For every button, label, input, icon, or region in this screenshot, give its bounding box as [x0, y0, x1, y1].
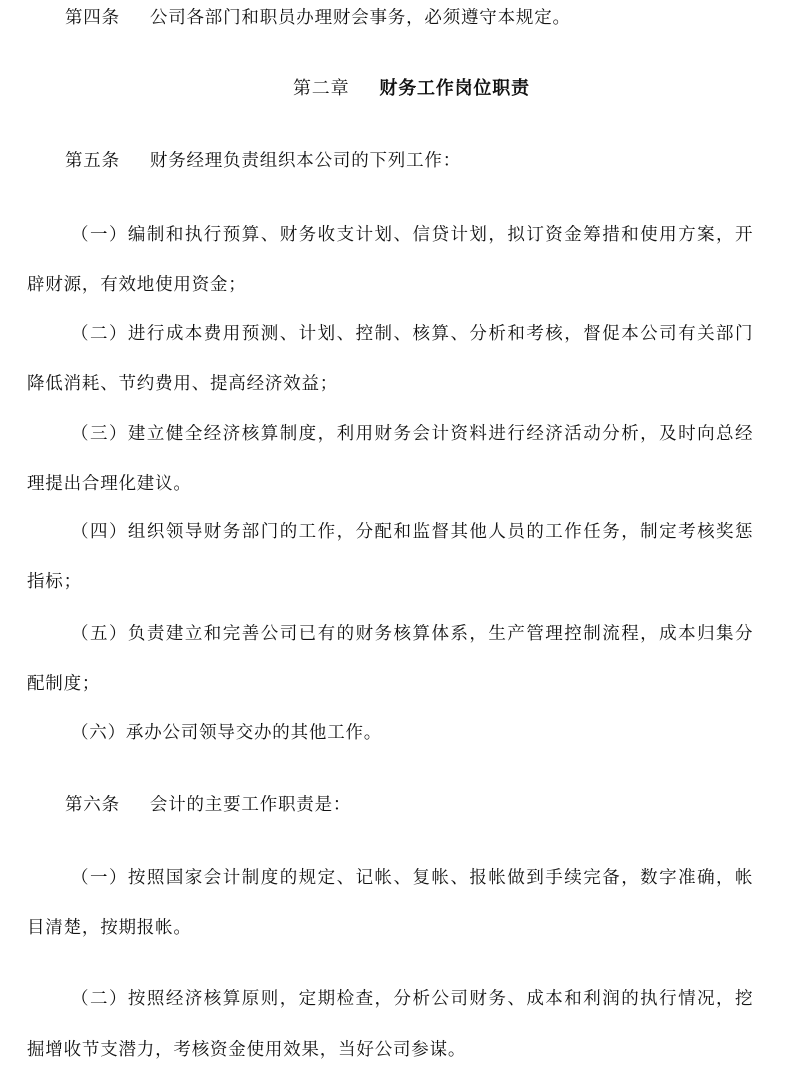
- chapter-heading: [293, 77, 530, 101]
- article-5-item-5-line-2: 配制度；: [27, 674, 101, 694]
- article-6: [65, 793, 351, 817]
- article-6-text: 会计的主要工作职责是：: [149, 795, 352, 815]
- article-5-item-3-line-2: 理提出合理化建议。: [27, 474, 192, 494]
- article-4-text: 公司各部门和职员办理财会事务，必须遵守本规定。: [149, 8, 571, 28]
- article-5-item-1-line-2: 辟财源，有效地使用资金；: [27, 275, 247, 295]
- article-6-number: 第六条: [65, 795, 120, 815]
- article-5-text: 财务经理负责组织本公司的下列工作：: [149, 151, 462, 171]
- article-5-item-1-line-1: （一）编制和执行预算、财务收支计划、信贷计划，拟订资金筹措和使用方案，开: [71, 225, 754, 245]
- article-5-number: 第五条: [65, 151, 120, 171]
- chapter-title: 财务工作岗位职责: [379, 78, 530, 99]
- article-5-item-4-line-2: 指标；: [27, 572, 82, 592]
- article-4: [65, 6, 571, 30]
- article-5-item-3-line-1: （三）建立健全经济核算制度，利用财务会计资料进行经济活动分析，及时向总经: [71, 424, 754, 444]
- article-6-item-1-line-2: 目清楚，按期报帐。: [27, 918, 192, 938]
- article-5-item-5-line-1: （五）负责建立和完善公司已有的财务核算体系，生产管理控制流程，成本归集分: [71, 624, 754, 644]
- article-5-item-2-line-2: 降低消耗、节约费用、提高经济效益；: [27, 374, 339, 394]
- article-6-item-2-line-2: 掘增收节支潜力，考核资金使用效果，当好公司参谋。: [27, 1040, 467, 1060]
- article-5-item-6-line-1: （六）承办公司领导交办的其他工作。: [71, 723, 383, 743]
- article-5-item-4-line-1: （四）组织领导财务部门的工作，分配和监督其他人员的工作任务，制定考核奖惩: [71, 522, 754, 542]
- article-6-item-2-line-1: （二）按照经济核算原则，定期检查，分析公司财务、成本和利润的执行情况，挖: [71, 989, 754, 1009]
- article-4-number: 第四条: [65, 8, 120, 28]
- article-5-item-2-line-1: （二）进行成本费用预测、计划、控制、核算、分析和考核，督促本公司有关部门: [71, 324, 754, 344]
- chapter-number: 第二章: [293, 78, 350, 99]
- article-5: [65, 149, 461, 173]
- article-6-item-1-line-1: （一）按照国家会计制度的规定、记帐、复帐、报帐做到手续完备，数字准确，帐: [71, 868, 754, 888]
